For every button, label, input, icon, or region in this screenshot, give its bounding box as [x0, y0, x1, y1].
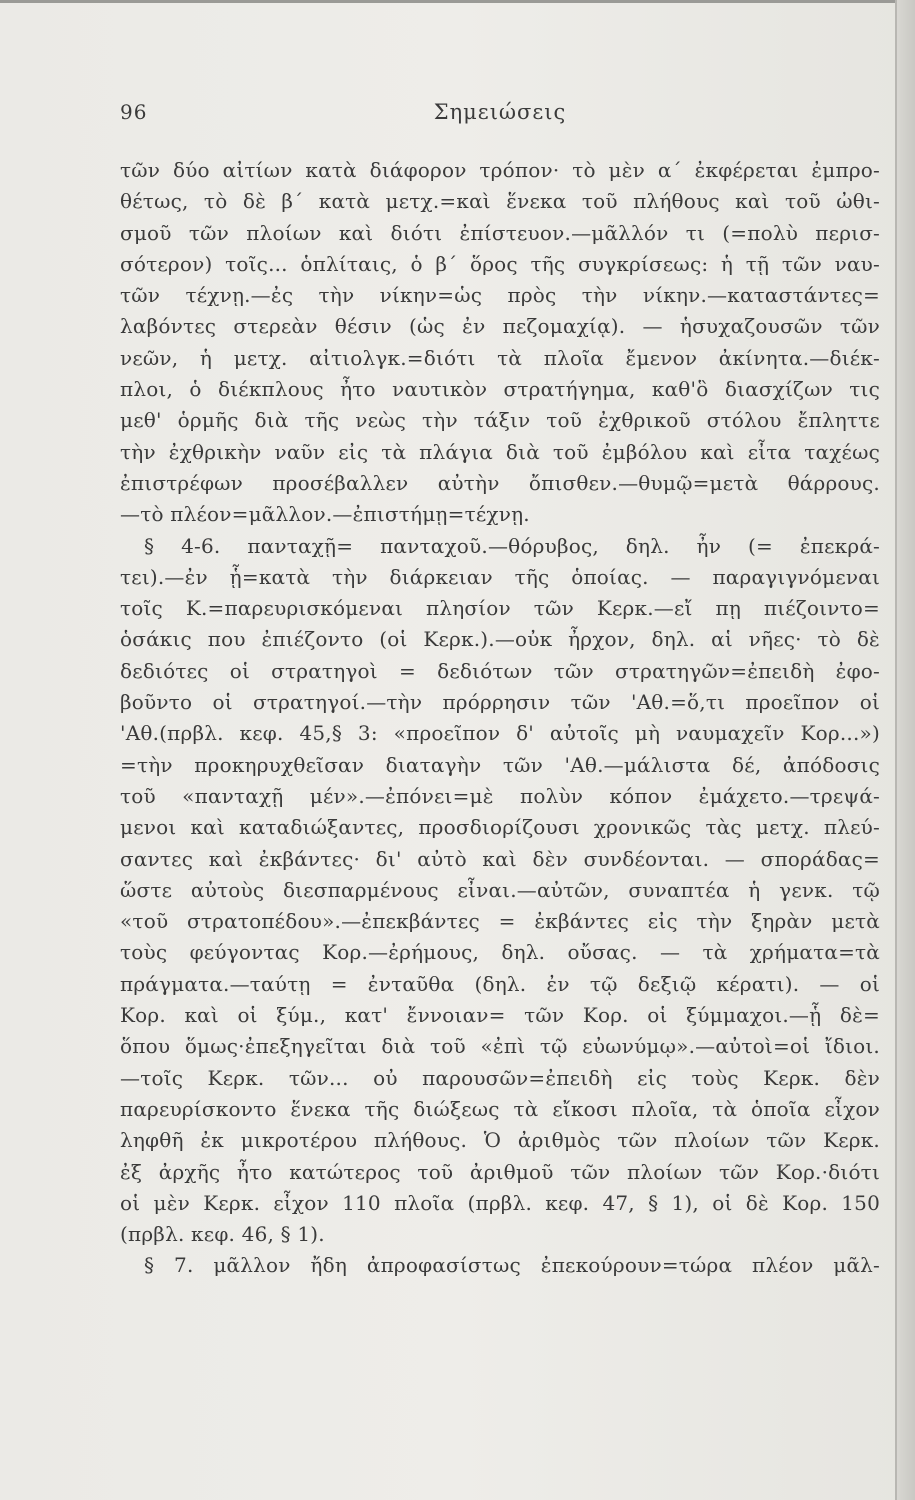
text-line: —τὸ πλέον=μᾶλλον.—ἐπιστήμῃ=τέχνῃ. [120, 502, 530, 527]
text-line: σμοῦ τῶν πλοίων καὶ διότι ἐπίστευον.—μᾶλλόν τι (=πολὺ περισ- [120, 220, 880, 245]
page-number: 96 [120, 100, 148, 124]
text-line: τῶν τέχνῃ.—ἐς τὴν νίκην=ὡς πρὸς τὴν νίκην.—καταστάντες= [120, 283, 880, 308]
text-line: (πρβλ. κεφ. 46, § 1). [120, 1222, 325, 1247]
text-line: —τοῖς Κερκ. τῶν... οὐ παρουσῶν=ἐπειδὴ εἰς τοὺς Κερκ. δὲν [120, 1065, 880, 1090]
page-edge-shadow [895, 0, 915, 1500]
text-line: Κορ. καὶ οἱ ξύμ., κατ' ἔννοιαν= τῶν Κορ. οἱ ξύμμαχοι.—ᾗ δὲ= [120, 1003, 880, 1028]
text-line: ἐπιστρέφων προσέβαλλεν αὐτὴν ὄπισθεν.—θυμῷ=μετὰ θάρρους. [120, 470, 880, 495]
top-rule [0, 0, 900, 3]
text-line: σότερον) τοῖς... ὁπλίταις, ὁ β΄ ὅρος τῆς συγκρίσεως: ἡ τῇ τῶν ναυ- [120, 251, 880, 276]
text-line: παρευρίσκοντο ἕνεκα τῆς διώξεως τὰ εἴκοσι πλοῖα, τὰ ὁποῖα εἶχον [120, 1096, 880, 1121]
text-line: ὥστε αὐτοὺς διεσπαρμένους εἶναι.—αὐτῶν, συναπτέα ἡ γενκ. τῷ [120, 877, 880, 902]
text-line: λαβόντες στερεὰν θέσιν (ὡς ἐν πεζομαχίᾳ). — ἡσυχαζουσῶν τῶν [120, 314, 880, 339]
text-line: τοὺς φεύγοντας Κορ.—ἐρήμους, δηλ. οὔσας. — τὰ χρήματα=τὰ [120, 940, 880, 965]
text-line: 'Αθ.(πρβλ. κεφ. 45,§ 3: «προεῖπον δ' αὐτοῖς μὴ ναυμαχεῖν Κορ...») [120, 721, 880, 746]
text-body [120, 155, 880, 1282]
running-title: Σημειώσεις [433, 100, 567, 124]
text-line: τὴν ἐχθρικὴν ναῦν εἰς τὰ πλάγια διὰ τοῦ ἐμβόλου καὶ εἶτα ταχέως [120, 439, 880, 464]
text-line: τοῦ «πανταχῇ μέν».—ἐπόνει=μὲ πολὺν κόπον ἐμάχετο.—τρεψά- [120, 783, 880, 808]
text-line: πλοι, ὁ διέκπλους ἦτο ναυτικὸν στρατήγημα, καθ'ὃ διασχίζων τις [120, 377, 880, 402]
text-line: § 4-6. πανταχῇ= πανταχοῦ.—θόρυβος, δηλ. ἦν (= ἐπεκρά- [144, 533, 880, 558]
text-line: βοῦντο οἱ στρατηγοί.—τὴν πρόρρησιν τῶν 'Αθ.=ὅ,τι προεῖπον οἱ [120, 690, 880, 715]
page-header [120, 100, 880, 130]
text-line: ὁσάκις που ἐπιέζοντο (οἱ Κερκ.).—οὐκ ἦρχον, δηλ. αἱ νῆες· τὸ δὲ [120, 627, 880, 652]
text-line: ληφθῆ ἐκ μικροτέρου πλήθους. Ὁ ἀριθμὸς τῶν πλοίων τῶν Κερκ. [120, 1128, 880, 1153]
text-line: τῶν δύο αἰτίων κατὰ διάφορον τρόπον· τὸ μὲν α΄ ἐκφέρεται ἐμπρο- [120, 158, 880, 182]
text-line: σαντες καὶ ἐκβάντες· δι' αὐτὸ καὶ δὲν συνδέονται. — σποράδας= [120, 846, 880, 871]
text-line: οἱ μὲν Κερκ. εἶχον 110 πλοῖα (πρβλ. κεφ. 47, § 1), οἱ δὲ Κορ. 150 [120, 1190, 880, 1215]
text-line: μεθ' ὁρμῆς διὰ τῆς νεὼς τὴν τάξιν τοῦ ἐχθρικοῦ στόλου ἔπληττε [120, 408, 880, 433]
text-line: δεδιότες οἱ στρατηγοὶ = δεδιότων τῶν στρατηγῶν=ἐπειδὴ ἐφο- [120, 658, 880, 683]
text-line: πράγματα.—ταύτῃ = ἐνταῦθα (δηλ. ἐν τῷ δεξιῷ κέρατι). — οἱ [120, 971, 880, 996]
text-line: νεῶν, ἡ μετχ. αἰτιολγκ.=διότι τὰ πλοῖα ἔμενον ἀκίνητα.—διέκ- [120, 345, 880, 370]
text-line: τοῖς Κ.=παρευρισκόμεναι πλησίον τῶν Κερκ.—εἴ πῃ πιέζοιντο= [120, 596, 880, 621]
text-line: ἐξ ἀρχῆς ἦτο κατώτερος τοῦ ἀριθμοῦ τῶν πλοίων τῶν Κορ.·διότι [120, 1159, 880, 1184]
text-line: =τὴν προκηρυχθεῖσαν διαταγὴν τῶν 'Αθ.—μάλιστα δέ, ἀπόδοσις [120, 752, 880, 777]
text-line: «τοῦ στρατοπέδου».—ἐπεκβάντες = ἐκβάντες εἰς τὴν ξηρὰν μετὰ [120, 909, 880, 934]
text-line: θέτως, τὸ δὲ β΄ κατὰ μετχ.=καὶ ἕνεκα τοῦ πλήθους καὶ τοῦ ὠθι- [120, 189, 880, 214]
text-line: ὅπου ὅμως·ἐπεξηγεῖται διὰ τοῦ «ἐπὶ τῷ εὐωνύμῳ».—αὐτοὶ=οἱ ἴδιοι. [120, 1034, 880, 1059]
text-line: τει).—ἐν ᾗ=κατὰ τὴν διάρκειαν τῆς ὁποίας. — παραγιγνόμεναι [120, 564, 880, 589]
text-line: μενοι καὶ καταδιώξαντες, προσδιορίζουσι χρονικῶς τὰς μετχ. πλεύ- [120, 815, 880, 840]
text-line: § 7. μᾶλλον ἤδη ἀπροφασίστως ἐπεκούρουν=τώρα πλέον μᾶλ- [144, 1253, 880, 1278]
